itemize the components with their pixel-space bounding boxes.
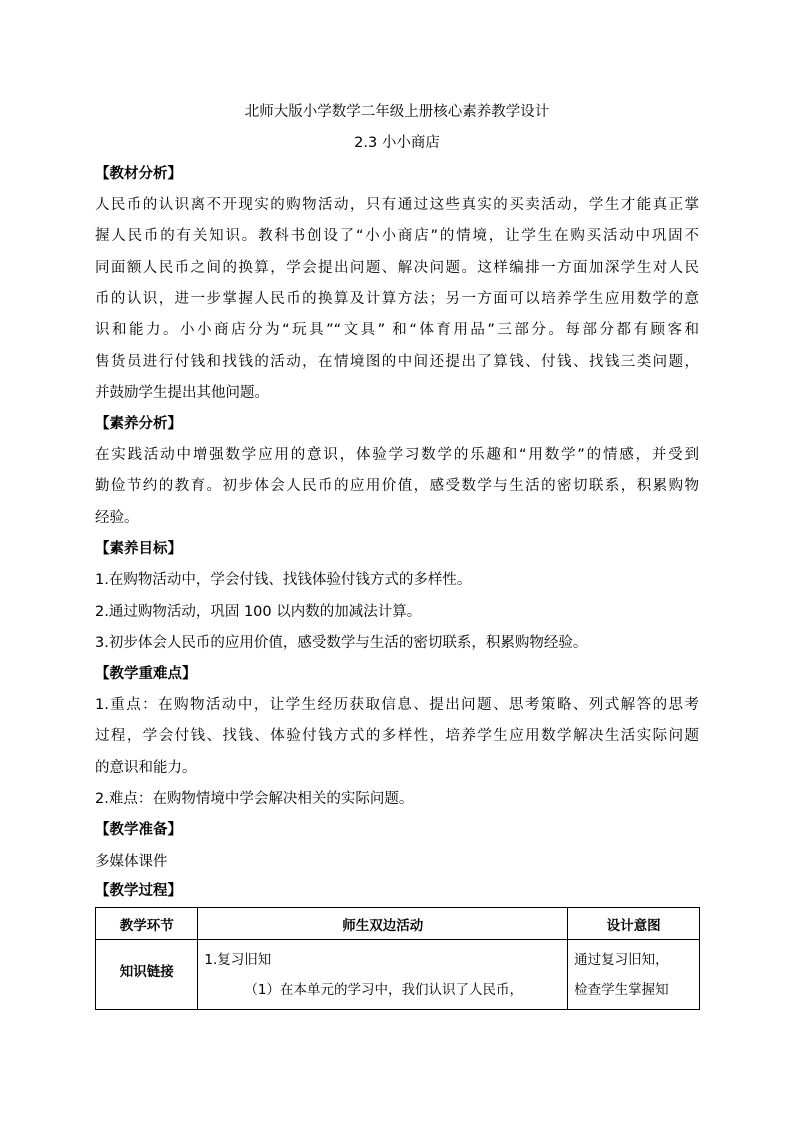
- teaching-process-table: [95, 907, 700, 1010]
- goal-item: 3.初步体会人民币的应用价值，感受数学与生活的密切联系，积累购物经验。: [95, 635, 588, 651]
- goal-item: 1.在购物活动中，学会付钱、找钱体验付钱方式的多样性。: [95, 572, 472, 588]
- paragraph-line: 并鼓励学生提出其他问题。: [95, 385, 269, 401]
- section-heading-key-points: 【教学重难点】: [95, 666, 197, 682]
- paragraph-line: 多媒体课件: [95, 854, 168, 870]
- table-row: [96, 940, 700, 1010]
- paragraph-line: 同面额人民币之间的换算，学会提出问题、解决问题。这样编排一方面加深学生对人民: [95, 260, 699, 276]
- section-heading-preparation: 【教学准备】: [95, 822, 182, 838]
- section-heading-textbook-analysis: 【教材分析】: [95, 166, 182, 182]
- paragraph-line: 过程，学会付钱、找钱、体验付钱方式的多样性，培养学生应用数学解决生活实际问题: [95, 728, 699, 744]
- paragraph-line: 1.重点：在购物活动中，让学生经历获取信息、提出问题、思考策略、列式解答的思考: [95, 697, 699, 713]
- paragraph-line: 售货员进行付钱和找钱的活动，在情境图的中间还提出了算钱、付钱、找钱三类问题，: [95, 354, 699, 370]
- document-title: 北师大版小学数学二年级上册核心素养教学设计: [244, 104, 550, 120]
- paragraph-line: 人民币的认识离不开现实的购物活动，只有通过这些真实的买卖活动，学生才能真正掌: [95, 197, 699, 213]
- intent-line: 通过复习旧知，: [574, 952, 669, 968]
- activity-line: （1）在本单元的学习中，我们认识了人民币，: [244, 982, 524, 998]
- section-heading-process: 【教学过程】: [95, 883, 182, 899]
- paragraph-line: 2.难点：在购物情境中学会解决相关的实际问题。: [95, 791, 414, 807]
- paragraph-line: 经验。: [95, 510, 139, 526]
- document-subtitle: 2.3 小小商店: [354, 135, 440, 151]
- paragraph-line: 在实践活动中增强数学应用的意识，体验学习数学的乐趣和“用数学”的情感，并受到: [95, 447, 699, 463]
- table-header-intent: 设计意图: [568, 908, 700, 940]
- paragraph-line: 握人民币的有关知识。教科书创设了“小小商店”的情境，让学生在购买活动中巩固不: [95, 228, 699, 244]
- paragraph-line: 的意识和能力。: [95, 760, 197, 776]
- goal-item: 2.通过购物活动，巩固 100 以内数的加减法计算。: [95, 604, 422, 620]
- paragraph-line: 识和能力。小小商店分为“玩具”“文具” 和“体育用品”三部分。每部分都有顾客和: [95, 322, 699, 338]
- section-heading-literacy-analysis: 【素养分析】: [95, 416, 182, 432]
- table-header-activity: 师生双边活动: [198, 908, 568, 940]
- paragraph-line: 币的认识，进一步掌握人民币的换算及计算方法；另一方面可以培养学生应用数学的意: [95, 291, 699, 307]
- paragraph-line: 勤俭节约的教育。初步体会人民币的应用价值，感受数学与生活的密切联系，积累购物: [95, 478, 699, 494]
- table-cell-activity: [198, 940, 568, 1010]
- intent-line: 检查学生掌握知: [574, 982, 669, 998]
- table-cell-stage: 知识链接: [96, 940, 198, 1010]
- activity-line: 1.复习旧知: [204, 952, 272, 968]
- table-header-row: [96, 908, 700, 940]
- table-header-stage: 教学环节: [96, 908, 198, 940]
- section-heading-literacy-goals: 【素养目标】: [95, 541, 182, 557]
- table-cell-intent: [568, 940, 700, 1010]
